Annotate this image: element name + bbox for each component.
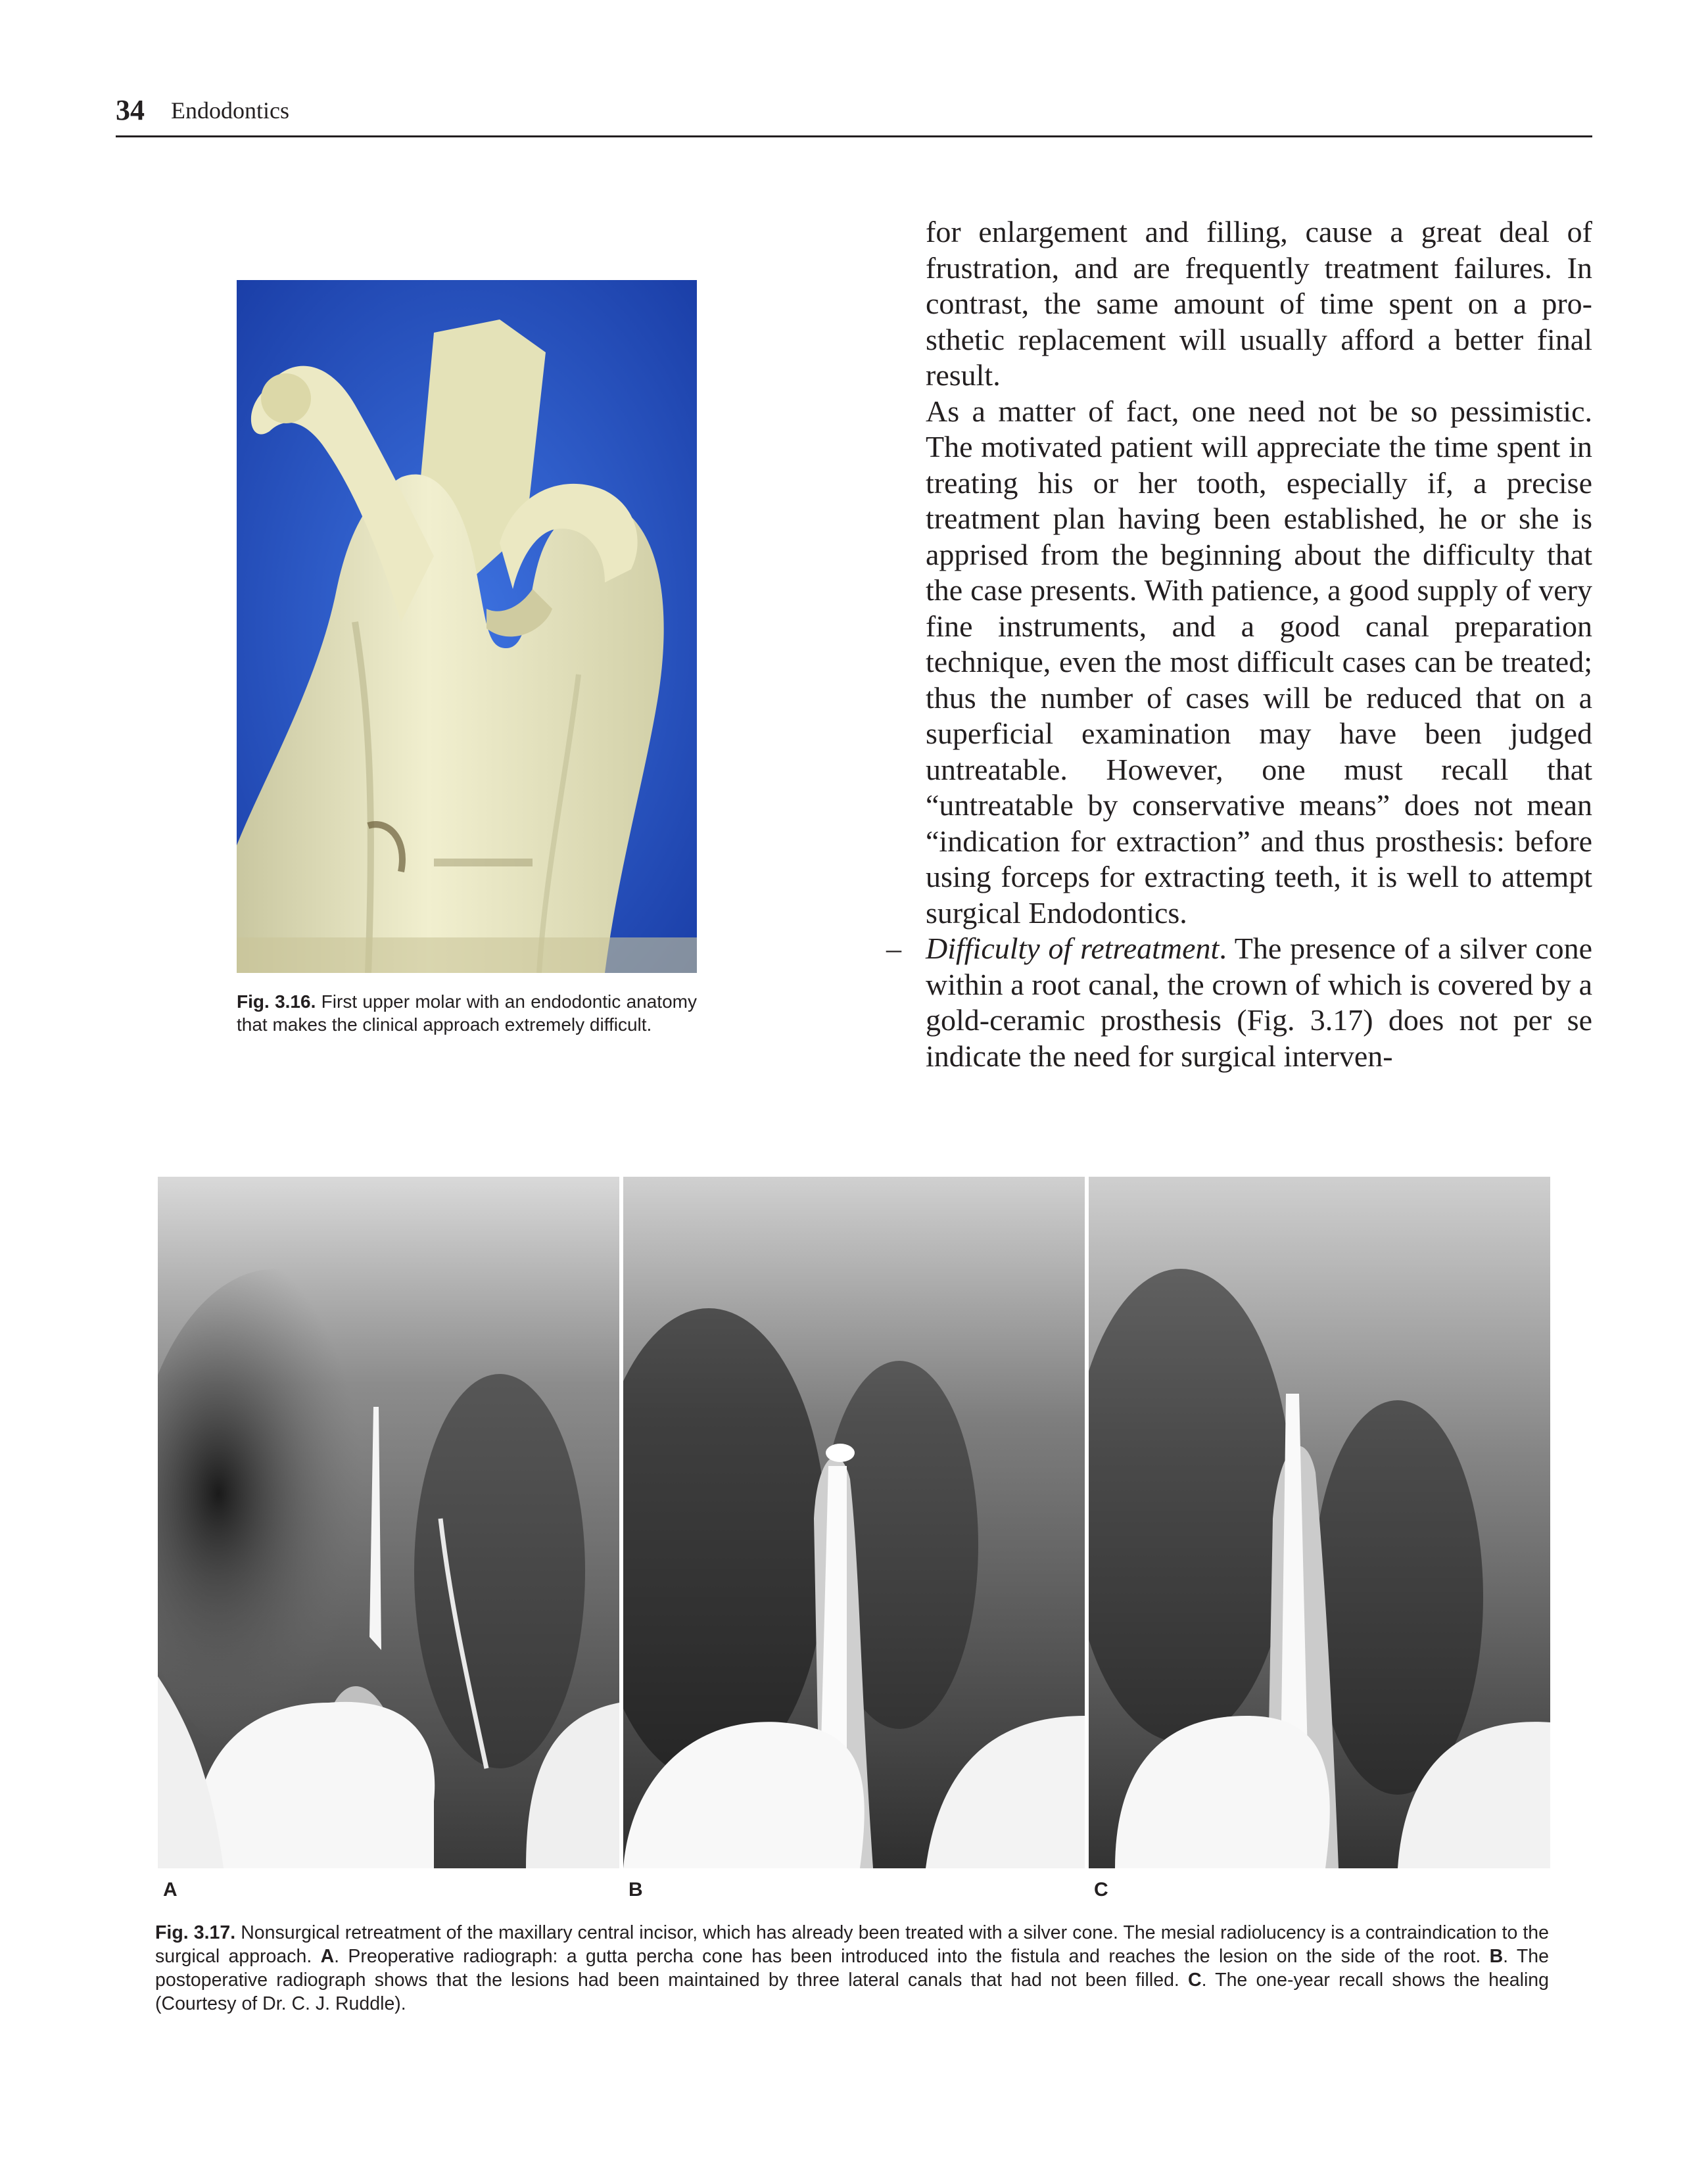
list-dash-marker: – [886, 932, 901, 965]
figure-3-17-caption [155, 1921, 1549, 2016]
list-item-text: . The presence of a silver cone within a root canal, the crown of which is covered by a gold-ceramic prosthesis (Fig. 3.17) does not per se indicate the need for surgical interven- [926, 932, 1592, 1073]
molar-illustration [237, 280, 697, 973]
figure-3-17-label: Fig. 3.17. [155, 1922, 236, 1943]
panel-label-a: A [163, 1879, 178, 1901]
radiograph-c-image [1089, 1177, 1550, 1868]
radiograph-a-image [158, 1177, 619, 1868]
radiograph-panel-b [623, 1177, 1085, 1868]
caption-label-b: B [1489, 1946, 1504, 1967]
caption-text-b: . The postoperative radiograph shows that the lesions had been maintained by three lateral canals that had not been filled. [155, 1946, 1549, 1991]
page-number: 34 [116, 94, 145, 126]
caption-text-c: . The one-year recall shows the healing (Courtesy of Dr. C. J. Ruddle). [155, 1970, 1549, 2014]
figure-3-16-caption-text: First upper molar with an endodontic anatomy that makes the clinical approach extremely difficult. [237, 991, 697, 1035]
list-item-title: Difficulty of retreatment [926, 932, 1220, 965]
radiograph-b-image [623, 1177, 1085, 1868]
figure-3-16-label: Fig. 3.16. [237, 991, 316, 1012]
figure-3-16-caption [237, 990, 697, 1036]
panel-label-b: B [629, 1879, 643, 1901]
caption-label-a: A [320, 1946, 335, 1967]
running-title: Endodontics [171, 97, 289, 124]
radiograph-panel-a [158, 1177, 619, 1868]
header-rule [116, 135, 1592, 137]
body-paragraph-2: As a matter of fact, one need not be so pessimistic. The motivated patient will appreciate the time spent in treating his or her tooth, especially if, a precise treatment plan having been established, he or she is apprised from the beginning about the difficulty that the case presents. With patience, a good supply of very fine instruments, and a good canal preparation technique, even the most difficult cases can be treated; thus the number of cases will be reduced that on a superficial examination may have been judged untreatable. However, one must recall that “untreatable by conservative means” does not mean “indication for extraction” and thus prosthesis: before using forceps for extracting teeth, it is well to attempt surgical Endodontics. [926, 394, 1592, 930]
panel-label-c: C [1094, 1879, 1108, 1901]
body-paragraph-1: for enlargement and filling, cause a great deal of frustration, and are frequently treatment failures. In contrast, the same amount of time spent on a prosthetic replacement will usually afford a better final result. [926, 215, 1592, 392]
figure-3-16-molar-photo [237, 280, 697, 973]
list-item-retreatment [886, 931, 1592, 1074]
figure-3-17-caption-intro: Nonsurgical retreatment of the maxillary central incisor, which has already been treated with a silver cone. The mesial radiolucency is a contraindication to the surgical approach. [155, 1922, 1550, 1967]
radiograph-panel-c [1089, 1177, 1550, 1868]
caption-label-c: C [1188, 1970, 1202, 1991]
caption-text-a: . Preoperative radiograph: a gutta percha cone has been introduced into the fistula and reaches the lesion on the side of the root. [334, 1946, 1490, 1967]
body-text-column [886, 214, 1592, 1074]
